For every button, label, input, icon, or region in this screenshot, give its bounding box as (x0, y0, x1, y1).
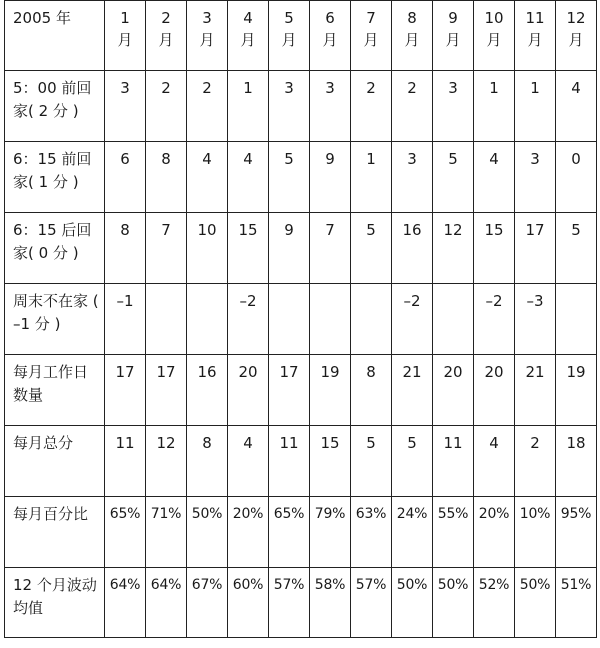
month-header (515, 1, 556, 71)
month-header (269, 1, 310, 71)
table-cell: 11 (105, 426, 146, 497)
table-cell: 12 (146, 426, 187, 497)
row-label: 6：15 后回家( 0 分 ) (5, 213, 105, 284)
month-number: 11 (525, 9, 545, 27)
table-row (5, 284, 597, 355)
table-row (5, 426, 597, 497)
table-cell: 1 (515, 71, 556, 142)
table-cell: 4 (228, 426, 269, 497)
table-cell: 17 (269, 355, 310, 426)
table-cell (351, 284, 392, 355)
table-row (5, 497, 597, 568)
table-cell: 5 (351, 213, 392, 284)
table-cell: 57% (269, 568, 310, 638)
month-unit: 月 (281, 31, 297, 49)
row-label: 周末不在家 ( –1 分 ) (5, 284, 105, 355)
table-cell: 50% (187, 497, 228, 568)
table-row (5, 213, 597, 284)
table-cell: 51% (556, 568, 597, 638)
table-cell: 60% (228, 568, 269, 638)
table-cell: 20 (228, 355, 269, 426)
table-cell: 7 (146, 213, 187, 284)
table-cell: 17 (515, 213, 556, 284)
month-header (187, 1, 228, 71)
row-label: 6：15 前回家( 1 分 ) (5, 142, 105, 213)
table-cell: 3 (269, 71, 310, 142)
table-row (5, 568, 597, 638)
month-number: 3 (202, 9, 212, 27)
table-cell: 17 (146, 355, 187, 426)
table-cell (269, 284, 310, 355)
table-cell: –2 (474, 284, 515, 355)
table-cell: 50% (433, 568, 474, 638)
table-cell (310, 284, 351, 355)
table-cell (433, 284, 474, 355)
table-cell: 2 (392, 71, 433, 142)
table-cell: 3 (310, 71, 351, 142)
row-label: 每月百分比 (5, 497, 105, 568)
month-unit: 月 (117, 31, 133, 49)
table-cell: 20% (228, 497, 269, 568)
table-cell: 50% (515, 568, 556, 638)
table-cell: 11 (433, 426, 474, 497)
table-row (5, 355, 597, 426)
table-cell: 21 (515, 355, 556, 426)
month-unit: 月 (527, 31, 543, 49)
month-header (433, 1, 474, 71)
table-cell: 4 (187, 142, 228, 213)
table-cell: 2 (515, 426, 556, 497)
table-cell: 24% (392, 497, 433, 568)
table-cell: –3 (515, 284, 556, 355)
table-cell: 5 (392, 426, 433, 497)
month-header (351, 1, 392, 71)
table-cell: 1 (351, 142, 392, 213)
month-number: 8 (407, 9, 417, 27)
table-cell: 4 (474, 142, 515, 213)
header-row (5, 1, 597, 71)
table-cell: 4 (228, 142, 269, 213)
table-row (5, 71, 597, 142)
table-cell: 3 (392, 142, 433, 213)
month-unit: 月 (486, 31, 502, 49)
table-cell: 8 (351, 355, 392, 426)
month-unit: 月 (240, 31, 256, 49)
table-container (4, 0, 596, 638)
table-cell: 10% (515, 497, 556, 568)
table-cell: 8 (187, 426, 228, 497)
table-cell: 1 (228, 71, 269, 142)
table-cell: 15 (228, 213, 269, 284)
table-cell: 50% (392, 568, 433, 638)
table-cell: 19 (310, 355, 351, 426)
table-cell: 5 (351, 426, 392, 497)
month-unit: 月 (568, 31, 584, 49)
table-cell: 7 (310, 213, 351, 284)
table-cell: 8 (105, 213, 146, 284)
table-cell: 15 (310, 426, 351, 497)
table-cell: 20 (433, 355, 474, 426)
table-cell: 18 (556, 426, 597, 497)
month-header (146, 1, 187, 71)
table-cell: 11 (269, 426, 310, 497)
month-unit: 月 (445, 31, 461, 49)
table-cell: 20% (474, 497, 515, 568)
table-cell: 71% (146, 497, 187, 568)
table-cell: 21 (392, 355, 433, 426)
table-cell: 5 (269, 142, 310, 213)
table-cell (187, 284, 228, 355)
table-cell: 65% (105, 497, 146, 568)
table-cell: 15 (474, 213, 515, 284)
table-cell: 8 (146, 142, 187, 213)
month-header (310, 1, 351, 71)
table-cell: 17 (105, 355, 146, 426)
table-cell: 3 (105, 71, 146, 142)
table-cell: 63% (351, 497, 392, 568)
table-cell: 1 (474, 71, 515, 142)
month-number: 7 (366, 9, 376, 27)
table-cell: 2 (187, 71, 228, 142)
month-unit: 月 (199, 31, 215, 49)
table-cell: 95% (556, 497, 597, 568)
table-cell: 16 (187, 355, 228, 426)
row-label: 每月工作日数量 (5, 355, 105, 426)
table-cell: 9 (310, 142, 351, 213)
table-cell: 57% (351, 568, 392, 638)
month-header (556, 1, 597, 71)
table-cell: 12 (433, 213, 474, 284)
table-cell: 65% (269, 497, 310, 568)
table-cell: 3 (515, 142, 556, 213)
table-cell: 4 (474, 426, 515, 497)
month-number: 10 (484, 9, 504, 27)
corner-cell: 2005 年 (5, 1, 105, 71)
table-cell: 79% (310, 497, 351, 568)
row-label: 每月总分 (5, 426, 105, 497)
table-cell: 55% (433, 497, 474, 568)
table-row (5, 142, 597, 213)
table-cell (146, 284, 187, 355)
month-number: 4 (243, 9, 253, 27)
monthly-score-table (4, 0, 597, 638)
table-cell: –2 (228, 284, 269, 355)
table-cell: 19 (556, 355, 597, 426)
table-cell: 6 (105, 142, 146, 213)
table-cell: 3 (433, 71, 474, 142)
table-cell: 5 (556, 213, 597, 284)
month-number: 6 (325, 9, 335, 27)
table-cell: 2 (351, 71, 392, 142)
table-cell: 0 (556, 142, 597, 213)
row-label: 5：00 前回家( 2 分 ) (5, 71, 105, 142)
month-header (474, 1, 515, 71)
table-cell: –1 (105, 284, 146, 355)
table-cell (556, 284, 597, 355)
row-label: 12 个月波动均值 (5, 568, 105, 638)
table-cell: 64% (105, 568, 146, 638)
table-cell: 52% (474, 568, 515, 638)
month-unit: 月 (363, 31, 379, 49)
month-unit: 月 (158, 31, 174, 49)
table-cell: 5 (433, 142, 474, 213)
table-cell: 2 (146, 71, 187, 142)
month-header (105, 1, 146, 71)
month-number: 1 (120, 9, 130, 27)
table-cell: 20 (474, 355, 515, 426)
month-unit: 月 (322, 31, 338, 49)
month-unit: 月 (404, 31, 420, 49)
table-cell: 4 (556, 71, 597, 142)
month-number: 12 (566, 9, 586, 27)
table-cell: 64% (146, 568, 187, 638)
table-cell: 16 (392, 213, 433, 284)
table-cell: 10 (187, 213, 228, 284)
month-number: 9 (448, 9, 458, 27)
table-cell: –2 (392, 284, 433, 355)
month-header (392, 1, 433, 71)
month-number: 2 (161, 9, 171, 27)
table-cell: 67% (187, 568, 228, 638)
month-number: 5 (284, 9, 294, 27)
table-cell: 58% (310, 568, 351, 638)
table-cell: 9 (269, 213, 310, 284)
month-header (228, 1, 269, 71)
